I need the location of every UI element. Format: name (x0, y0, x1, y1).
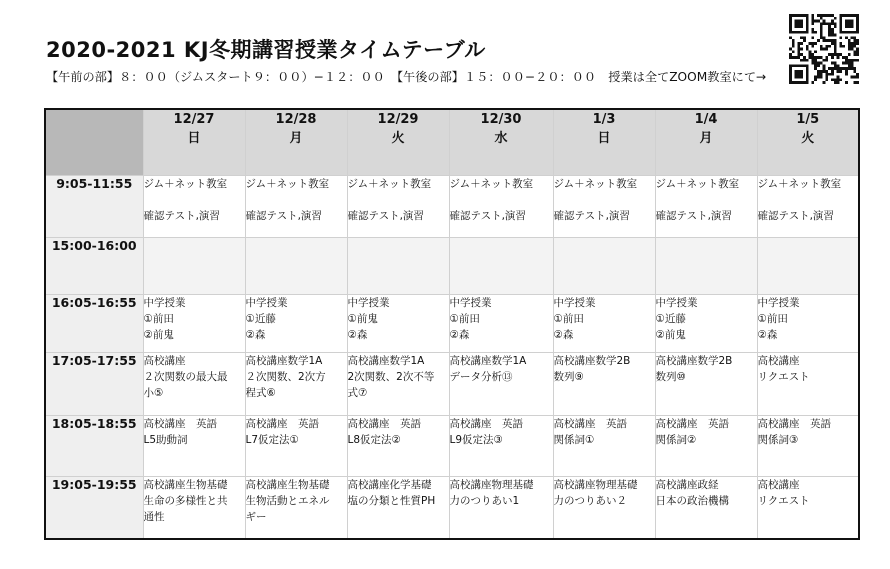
cell-line: 中学授業 (449, 296, 492, 309)
cell-line: ②森 (449, 328, 470, 341)
cell-line: 確認テスト,演習 (347, 209, 424, 222)
cell-line: 高校講座物理基礎 (449, 478, 534, 491)
cell-line: ②森 (245, 328, 266, 341)
class-cell (143, 175, 245, 238)
cell-line (554, 192, 655, 208)
cell-line: 数列⑩ (655, 371, 686, 384)
cell-line: 高校講座生物基礎 (143, 478, 228, 491)
class-cell (757, 238, 859, 295)
qr-code (789, 14, 859, 84)
cell-line: ２次関数の最大最 (143, 371, 228, 384)
class-cell (655, 175, 757, 238)
class-cell (245, 238, 347, 295)
class-cell (553, 476, 655, 539)
class-cell (655, 353, 757, 416)
table-row (45, 416, 859, 477)
class-cell (553, 416, 655, 477)
cell-line: 高校講座 英語 (245, 418, 319, 431)
table-row (45, 476, 859, 539)
cell-line: 高校講座数学1A (245, 355, 323, 368)
cell-line: ジム＋ネット教室 (757, 177, 842, 190)
cell-line: 力のつりあい２ (553, 494, 627, 507)
time-slot: 18:05-18:55 (45, 416, 143, 477)
class-cell (143, 476, 245, 539)
cell-line: ジム＋ネット教室 (655, 177, 740, 190)
class-cell (757, 416, 859, 477)
class-cell (553, 294, 655, 353)
day-header (553, 109, 655, 175)
table-row (45, 175, 859, 238)
cell-line: 数列⑨ (553, 371, 584, 384)
cell-line: ジム＋ネット教室 (553, 177, 638, 190)
cell-line: 高校講座数学2B (553, 355, 631, 368)
class-cell (347, 175, 449, 238)
class-cell (449, 476, 553, 539)
cell-line: リクエスト (757, 494, 810, 507)
class-cell (347, 353, 449, 416)
cell-line (758, 192, 859, 208)
header-corner (45, 109, 143, 175)
class-cell (245, 175, 347, 238)
day-weekday: 月 (699, 131, 713, 146)
day-weekday: 日 (187, 131, 201, 146)
class-cell (655, 476, 757, 539)
cell-line: ジム＋ネット教室 (449, 177, 534, 190)
cell-line: 確認テスト,演習 (143, 209, 220, 222)
day-header (655, 109, 757, 175)
day-header (143, 109, 245, 175)
timetable (44, 108, 860, 540)
day-header (245, 109, 347, 175)
cell-line: 高校講座 (143, 355, 186, 368)
cell-line: 高校講座 英語 (553, 418, 627, 431)
cell-line: 高校講座政経 (655, 478, 719, 491)
time-slot: 9:05-11:55 (45, 175, 143, 238)
cell-line: ギー (245, 510, 267, 523)
cell-line: 中学授業 (553, 296, 596, 309)
day-weekday: 月 (289, 131, 303, 146)
cell-line: ①前鬼 (347, 312, 378, 325)
cell-line: 確認テスト,演習 (757, 209, 834, 222)
cell-line: ①前田 (449, 312, 480, 325)
cell-line: 小⑤ (143, 387, 164, 400)
cell-line: ①前田 (553, 312, 584, 325)
cell-line: ①前田 (757, 312, 788, 325)
class-cell (143, 238, 245, 295)
cell-line: ②前鬼 (655, 328, 686, 341)
day-weekday: 火 (391, 131, 405, 146)
class-cell (449, 416, 553, 477)
class-cell (449, 294, 553, 353)
cell-line: 確認テスト,演習 (245, 209, 322, 222)
cell-line: リクエスト (757, 371, 810, 384)
class-cell (245, 353, 347, 416)
class-cell (655, 294, 757, 353)
cell-line: 中学授業 (143, 296, 186, 309)
day-header (347, 109, 449, 175)
day-header (449, 109, 553, 175)
day-header (757, 109, 859, 175)
class-cell (449, 353, 553, 416)
cell-line: 生命の多様性と共 (143, 494, 228, 507)
cell-line: 中学授業 (757, 296, 800, 309)
cell-line: 中学授業 (347, 296, 390, 309)
cell-line: 高校講座生物基礎 (245, 478, 330, 491)
cell-line (450, 192, 553, 208)
cell-line: ②森 (757, 328, 778, 341)
time-slot: 16:05-16:55 (45, 294, 143, 353)
cell-line: L9仮定法③ (449, 434, 503, 447)
cell-line: ２次関数、2次方 (245, 371, 326, 384)
cell-line: 関係詞② (655, 434, 697, 447)
cell-line: 程式⑥ (245, 387, 276, 400)
class-cell (245, 416, 347, 477)
cell-line: ①近藤 (245, 312, 276, 325)
class-cell (347, 416, 449, 477)
day-weekday: 日 (597, 131, 611, 146)
day-weekday: 火 (801, 131, 815, 146)
class-cell (757, 476, 859, 539)
cell-line: 関係詞③ (757, 434, 799, 447)
day-weekday: 水 (494, 131, 508, 146)
class-cell (245, 294, 347, 353)
cell-line: 日本の政治機構 (655, 494, 729, 507)
cell-line (246, 192, 347, 208)
cell-line (348, 192, 449, 208)
cell-line: ジム＋ネット教室 (347, 177, 432, 190)
cell-line: L5助動詞 (143, 434, 188, 447)
class-cell (143, 416, 245, 477)
class-cell (245, 476, 347, 539)
time-slot: 19:05-19:55 (45, 476, 143, 539)
cell-line: 高校講座 英語 (655, 418, 729, 431)
page-title: 2020-2021 KJ冬期講習授業タイムテーブル (46, 38, 486, 62)
class-cell (553, 353, 655, 416)
cell-line: ジム＋ネット教室 (143, 177, 228, 190)
cell-line: L8仮定法② (347, 434, 401, 447)
cell-line: 力のつりあい1 (449, 494, 520, 507)
class-cell (347, 294, 449, 353)
class-cell (655, 238, 757, 295)
cell-line: 2次関数、2次不等 (347, 371, 435, 384)
cell-line: 高校講座数学1A (449, 355, 527, 368)
cell-line: 確認テスト,演習 (553, 209, 630, 222)
cell-line: ②森 (553, 328, 574, 341)
class-cell (347, 476, 449, 539)
cell-line: 高校講座数学1A (347, 355, 425, 368)
cell-line: 確認テスト,演習 (449, 209, 526, 222)
cell-line: 通性 (143, 510, 165, 523)
cell-line: ②前鬼 (143, 328, 174, 341)
header-row (45, 109, 859, 175)
table-row (45, 294, 859, 353)
cell-line: 高校講座化学基礎 (347, 478, 432, 491)
cell-line: 高校講座物理基礎 (553, 478, 638, 491)
cell-line: 高校講座 英語 (757, 418, 831, 431)
day-date: 12/27 (173, 112, 215, 127)
cell-line: 中学授業 (655, 296, 698, 309)
cell-line: 高校講座 英語 (347, 418, 421, 431)
cell-line: 確認テスト,演習 (655, 209, 732, 222)
day-date: 1/3 (592, 112, 616, 127)
cell-line (656, 192, 757, 208)
cell-line: 高校講座 英語 (143, 418, 217, 431)
cell-line: 中学授業 (245, 296, 288, 309)
class-cell (757, 294, 859, 353)
day-date: 12/30 (480, 112, 522, 127)
cell-line: 塩の分類と性質PH (347, 494, 436, 507)
class-cell (553, 175, 655, 238)
cell-line: 高校講座 (757, 478, 800, 491)
schedule-note: 【午前の部】８：００（ジムスタート９：００）−１２：００ 【午後の部】１５：００−２０：００ 授業は全てZOOM教室にて→ (46, 70, 767, 84)
cell-line: 高校講座数学2B (655, 355, 733, 368)
class-cell (449, 175, 553, 238)
class-cell (143, 353, 245, 416)
cell-line: L7仮定法① (245, 434, 299, 447)
time-slot: 17:05-17:55 (45, 353, 143, 416)
cell-line: 高校講座 英語 (449, 418, 523, 431)
day-date: 12/28 (275, 112, 317, 127)
class-cell (347, 238, 449, 295)
class-cell (757, 175, 859, 238)
class-cell (553, 238, 655, 295)
table-row (45, 238, 859, 295)
class-cell (655, 416, 757, 477)
cell-line: 生物活動とエネル (245, 494, 330, 507)
class-cell (449, 238, 553, 295)
cell-line: ②森 (347, 328, 368, 341)
cell-line: ①前田 (143, 312, 174, 325)
cell-line: ①近藤 (655, 312, 686, 325)
class-cell (757, 353, 859, 416)
class-cell (143, 294, 245, 353)
table-row (45, 353, 859, 416)
cell-line (144, 192, 245, 208)
cell-line: データ分析⑬ (449, 371, 513, 384)
cell-line: ジム＋ネット教室 (245, 177, 330, 190)
day-date: 1/5 (796, 112, 820, 127)
cell-line: 式⑦ (347, 387, 368, 400)
day-date: 12/29 (377, 112, 419, 127)
time-slot: 15:00-16:00 (45, 238, 143, 295)
cell-line: 高校講座 (757, 355, 800, 368)
cell-line: 関係詞① (553, 434, 595, 447)
day-date: 1/4 (694, 112, 718, 127)
